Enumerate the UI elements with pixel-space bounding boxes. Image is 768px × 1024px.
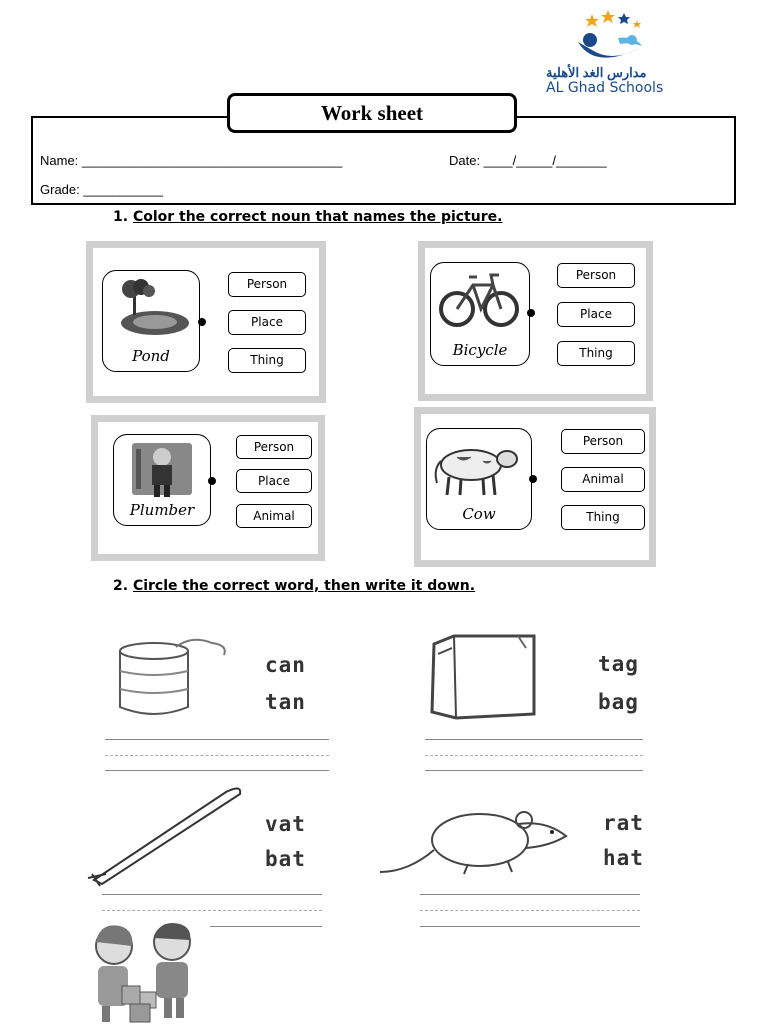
- instruction-1-text: Color the correct noun that names the picture.: [132, 209, 503, 225]
- bag-icon: [426, 630, 541, 722]
- cow-option-person[interactable]: Person: [561, 429, 645, 454]
- bicycle-option-thing[interactable]: Thing: [557, 341, 635, 366]
- instruction-1: [113, 209, 502, 225]
- connector-dot: [527, 309, 535, 317]
- pond-icon: [103, 271, 198, 341]
- plumber-option-place[interactable]: Place: [236, 469, 312, 493]
- worksheet-title: Work sheet: [227, 93, 517, 133]
- bicycle-option-place[interactable]: Place: [557, 302, 635, 327]
- writing-guide-line: [105, 755, 329, 756]
- writing-line[interactable]: [420, 926, 640, 927]
- children-illustration-icon: [80, 916, 210, 1024]
- word-option-tag[interactable]: tag: [598, 652, 639, 676]
- plumber-option-person[interactable]: Person: [236, 435, 312, 459]
- name-field[interactable]: Name: ____________________________________: [40, 153, 343, 168]
- writing-line: [102, 894, 322, 895]
- word-option-vat[interactable]: vat: [265, 812, 306, 836]
- writing-line[interactable]: [105, 770, 329, 771]
- pond-caption: Pond: [132, 347, 170, 365]
- instruction-2: [113, 578, 475, 594]
- connector-dot: [208, 477, 216, 485]
- cow-caption: Cow: [462, 505, 496, 523]
- writing-guide-line: [420, 910, 640, 911]
- pond-option-thing[interactable]: Thing: [228, 348, 306, 373]
- pond-option-person[interactable]: Person: [228, 272, 306, 297]
- instruction-2-text: Circle the correct word, then write it down.: [132, 578, 476, 594]
- pond-picture: [102, 270, 200, 372]
- cow-picture: [426, 428, 532, 530]
- writing-line[interactable]: [425, 770, 643, 771]
- bicycle-option-person[interactable]: Person: [557, 263, 635, 288]
- plumber-picture: [113, 434, 211, 526]
- logo-english-text: AL Ghad Schools: [546, 80, 664, 96]
- writing-guide-line: [425, 755, 643, 756]
- cow-option-animal[interactable]: Animal: [561, 467, 645, 492]
- writing-line: [425, 739, 643, 740]
- word-option-bat[interactable]: bat: [265, 847, 306, 871]
- writing-line: [420, 894, 640, 895]
- word-option-rat[interactable]: rat: [603, 811, 644, 835]
- bat-icon: [86, 782, 246, 887]
- grade-field[interactable]: Grade: ___________: [40, 182, 163, 197]
- plumber-option-animal[interactable]: Animal: [236, 504, 312, 528]
- writing-line[interactable]: [210, 926, 322, 927]
- logo-arabic-text: مدارس الغد الأهلية: [546, 65, 647, 80]
- cow-option-thing[interactable]: Thing: [561, 505, 645, 530]
- plumber-caption: Plumber: [129, 501, 195, 519]
- can-icon: [112, 637, 237, 721]
- logo-emblem-icon: [540, 8, 685, 68]
- plumber-icon: [114, 435, 210, 501]
- date-field[interactable]: Date: ____/_____/_______: [449, 153, 607, 168]
- instruction-2-number: 2.: [113, 578, 129, 594]
- connector-dot: [529, 475, 537, 483]
- word-option-bag[interactable]: bag: [598, 690, 639, 714]
- word-option-tan[interactable]: tan: [265, 690, 306, 714]
- rat-icon: [378, 806, 578, 880]
- pond-option-place[interactable]: Place: [228, 310, 306, 335]
- word-option-can[interactable]: can: [265, 653, 306, 677]
- writing-guide-line: [102, 910, 322, 911]
- school-logo: [540, 8, 685, 100]
- connector-dot: [198, 318, 206, 326]
- word-option-hat[interactable]: hat: [603, 846, 644, 870]
- writing-line: [105, 739, 329, 740]
- instruction-1-number: 1.: [113, 209, 129, 225]
- cow-icon: [427, 429, 527, 501]
- bicycle-caption: Bicycle: [452, 341, 508, 359]
- bicycle-icon: [431, 263, 527, 335]
- bicycle-picture: [430, 262, 530, 366]
